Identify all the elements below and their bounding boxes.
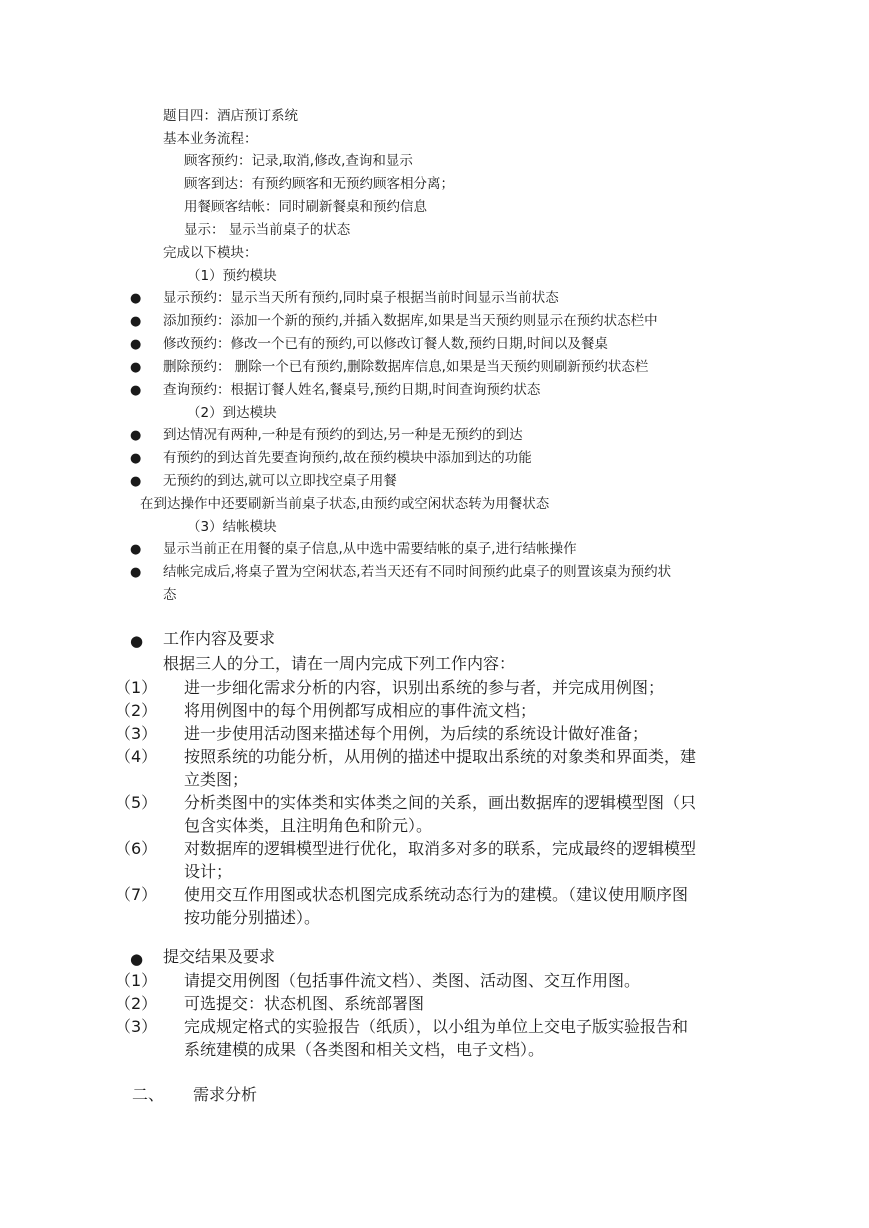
item-number: （3） bbox=[115, 1017, 158, 1036]
list-item: 结帐完成后,将桌子置为空闲状态,若当天还有不同时间预约此桌子的则置该桌为预约状 bbox=[163, 564, 672, 580]
item-number: （5） bbox=[115, 793, 158, 812]
modules-heading: 完成以下模块： bbox=[163, 245, 258, 261]
work-item: 进一步使用活动图来描述每个用例，为后续的系统设计做好准备； bbox=[184, 724, 649, 743]
item-number: （7） bbox=[115, 885, 158, 904]
list-item: 删除预约： 删除一个已有预约,删除数据库信息,如果是当天预约则刷新预约状态栏 bbox=[163, 359, 649, 375]
flow-heading: 基本业务流程： bbox=[163, 131, 258, 147]
list-item: 到达情况有两种,一种是有预约的到达,另一种是无预约的到达 bbox=[163, 427, 523, 443]
work-item: 分析类图中的实体类和实体类之间的关系，画出数据库的逻辑模型图（只 bbox=[184, 793, 697, 812]
module-title: （3）结帐模块 bbox=[187, 519, 277, 535]
item-number: （2） bbox=[115, 701, 158, 720]
flow-item: 顾客预约：记录,取消,修改,查询和显示 bbox=[184, 153, 413, 169]
list-item: 显示预约：显示当天所有预约,同时桌子根据当前时间显示当前状态 bbox=[163, 290, 559, 306]
work-item: 对数据库的逻辑模型进行优化，取消多对多的联系，完成最终的逻辑模型 bbox=[184, 839, 697, 858]
item-number: （6） bbox=[115, 839, 158, 858]
flow-item: 用餐顾客结帐：同时刷新餐桌和预约信息 bbox=[184, 199, 427, 215]
work-item: 将用例图中的每个用例都写成相应的事件流文档； bbox=[184, 701, 537, 720]
flow-item: 顾客到达：有预约顾客和无预约顾客相分离； bbox=[184, 176, 454, 192]
module-title: （1）预约模块 bbox=[187, 268, 277, 284]
submit-item: 完成规定格式的实验报告（纸质），以小组为单位上交电子版实验报告和 bbox=[184, 1017, 689, 1036]
list-item: 有预约的到达首先要查询预约,故在预约模块中添加到达的功能 bbox=[163, 450, 532, 466]
section-heading: 工作内容及要求 bbox=[163, 629, 276, 648]
work-item-continuation: 按功能分别描述）。 bbox=[184, 908, 321, 927]
work-item: 按照系统的功能分析，从用例的描述中提取出系统的对象类和界面类，建 bbox=[184, 747, 697, 766]
page-title: 题目四：酒店预订系统 bbox=[163, 108, 298, 124]
module-title: （2）到达模块 bbox=[187, 405, 277, 421]
submit-item-continuation: 系统建模的成果（各类图和相关文档，电子文档）。 bbox=[184, 1040, 545, 1059]
flow-item: 显示： 显示当前桌子的状态 bbox=[184, 222, 351, 238]
bullet-icon: ● bbox=[130, 950, 144, 968]
section-title: 需求分析 bbox=[193, 1085, 258, 1104]
work-item: 进一步细化需求分析的内容，识别出系统的参与者，并完成用例图； bbox=[184, 678, 665, 697]
bullet-icon: ● bbox=[130, 451, 142, 466]
work-item: 使用交互作用图或状态机图完成系统动态行为的建模。（建议使用顺序图 bbox=[184, 885, 689, 904]
section-heading: 提交结果及要求 bbox=[163, 947, 276, 966]
work-item-continuation: 包含实体类，且注明角色和阶元）。 bbox=[184, 816, 433, 835]
bullet-icon: ● bbox=[130, 360, 142, 375]
submit-item: 可选提交：状态机图、系统部署图 bbox=[184, 994, 425, 1013]
bullet-icon: ● bbox=[130, 337, 142, 352]
list-item-continuation: 态 bbox=[163, 587, 177, 603]
work-item-continuation: 设计； bbox=[184, 862, 233, 881]
bullet-icon: ● bbox=[130, 314, 142, 329]
bullet-icon: ● bbox=[130, 632, 144, 650]
list-item: 查询预约：根据订餐人姓名,餐桌号,预约日期,时间查询预约状态 bbox=[163, 382, 541, 398]
section-number: 二、 bbox=[132, 1085, 165, 1104]
bullet-icon: ● bbox=[130, 542, 142, 557]
item-number: （4） bbox=[115, 747, 158, 766]
section-intro: 根据三人的分工，请在一周内完成下列工作内容： bbox=[163, 654, 516, 673]
list-item: 修改预约：修改一个已有的预约,可以修改订餐人数,预约日期,时间以及餐桌 bbox=[163, 336, 608, 352]
item-number: （1） bbox=[115, 678, 158, 697]
bullet-icon: ● bbox=[130, 474, 142, 489]
item-number: （3） bbox=[115, 724, 158, 743]
bullet-icon: ● bbox=[130, 565, 142, 580]
module-note: 在到达操作中还要刷新当前桌子状态,由预约或空闲状态转为用餐状态 bbox=[140, 496, 550, 512]
list-item: 无预约的到达,就可以立即找空桌子用餐 bbox=[163, 473, 397, 489]
item-number: （2） bbox=[115, 994, 158, 1013]
bullet-icon: ● bbox=[130, 383, 142, 398]
bullet-icon: ● bbox=[130, 291, 142, 306]
list-item: 添加预约：添加一个新的预约,并插入数据库,如果是当天预约则显示在预约状态栏中 bbox=[163, 313, 658, 329]
bullet-icon: ● bbox=[130, 428, 142, 443]
submit-item: 请提交用例图（包括事件流文档）、类图、活动图、交互作用图。 bbox=[184, 971, 641, 990]
list-item: 显示当前正在用餐的桌子信息,从中选中需要结帐的桌子,进行结帐操作 bbox=[163, 541, 577, 557]
work-item-continuation: 立类图； bbox=[184, 770, 249, 789]
item-number: （1） bbox=[115, 971, 158, 990]
